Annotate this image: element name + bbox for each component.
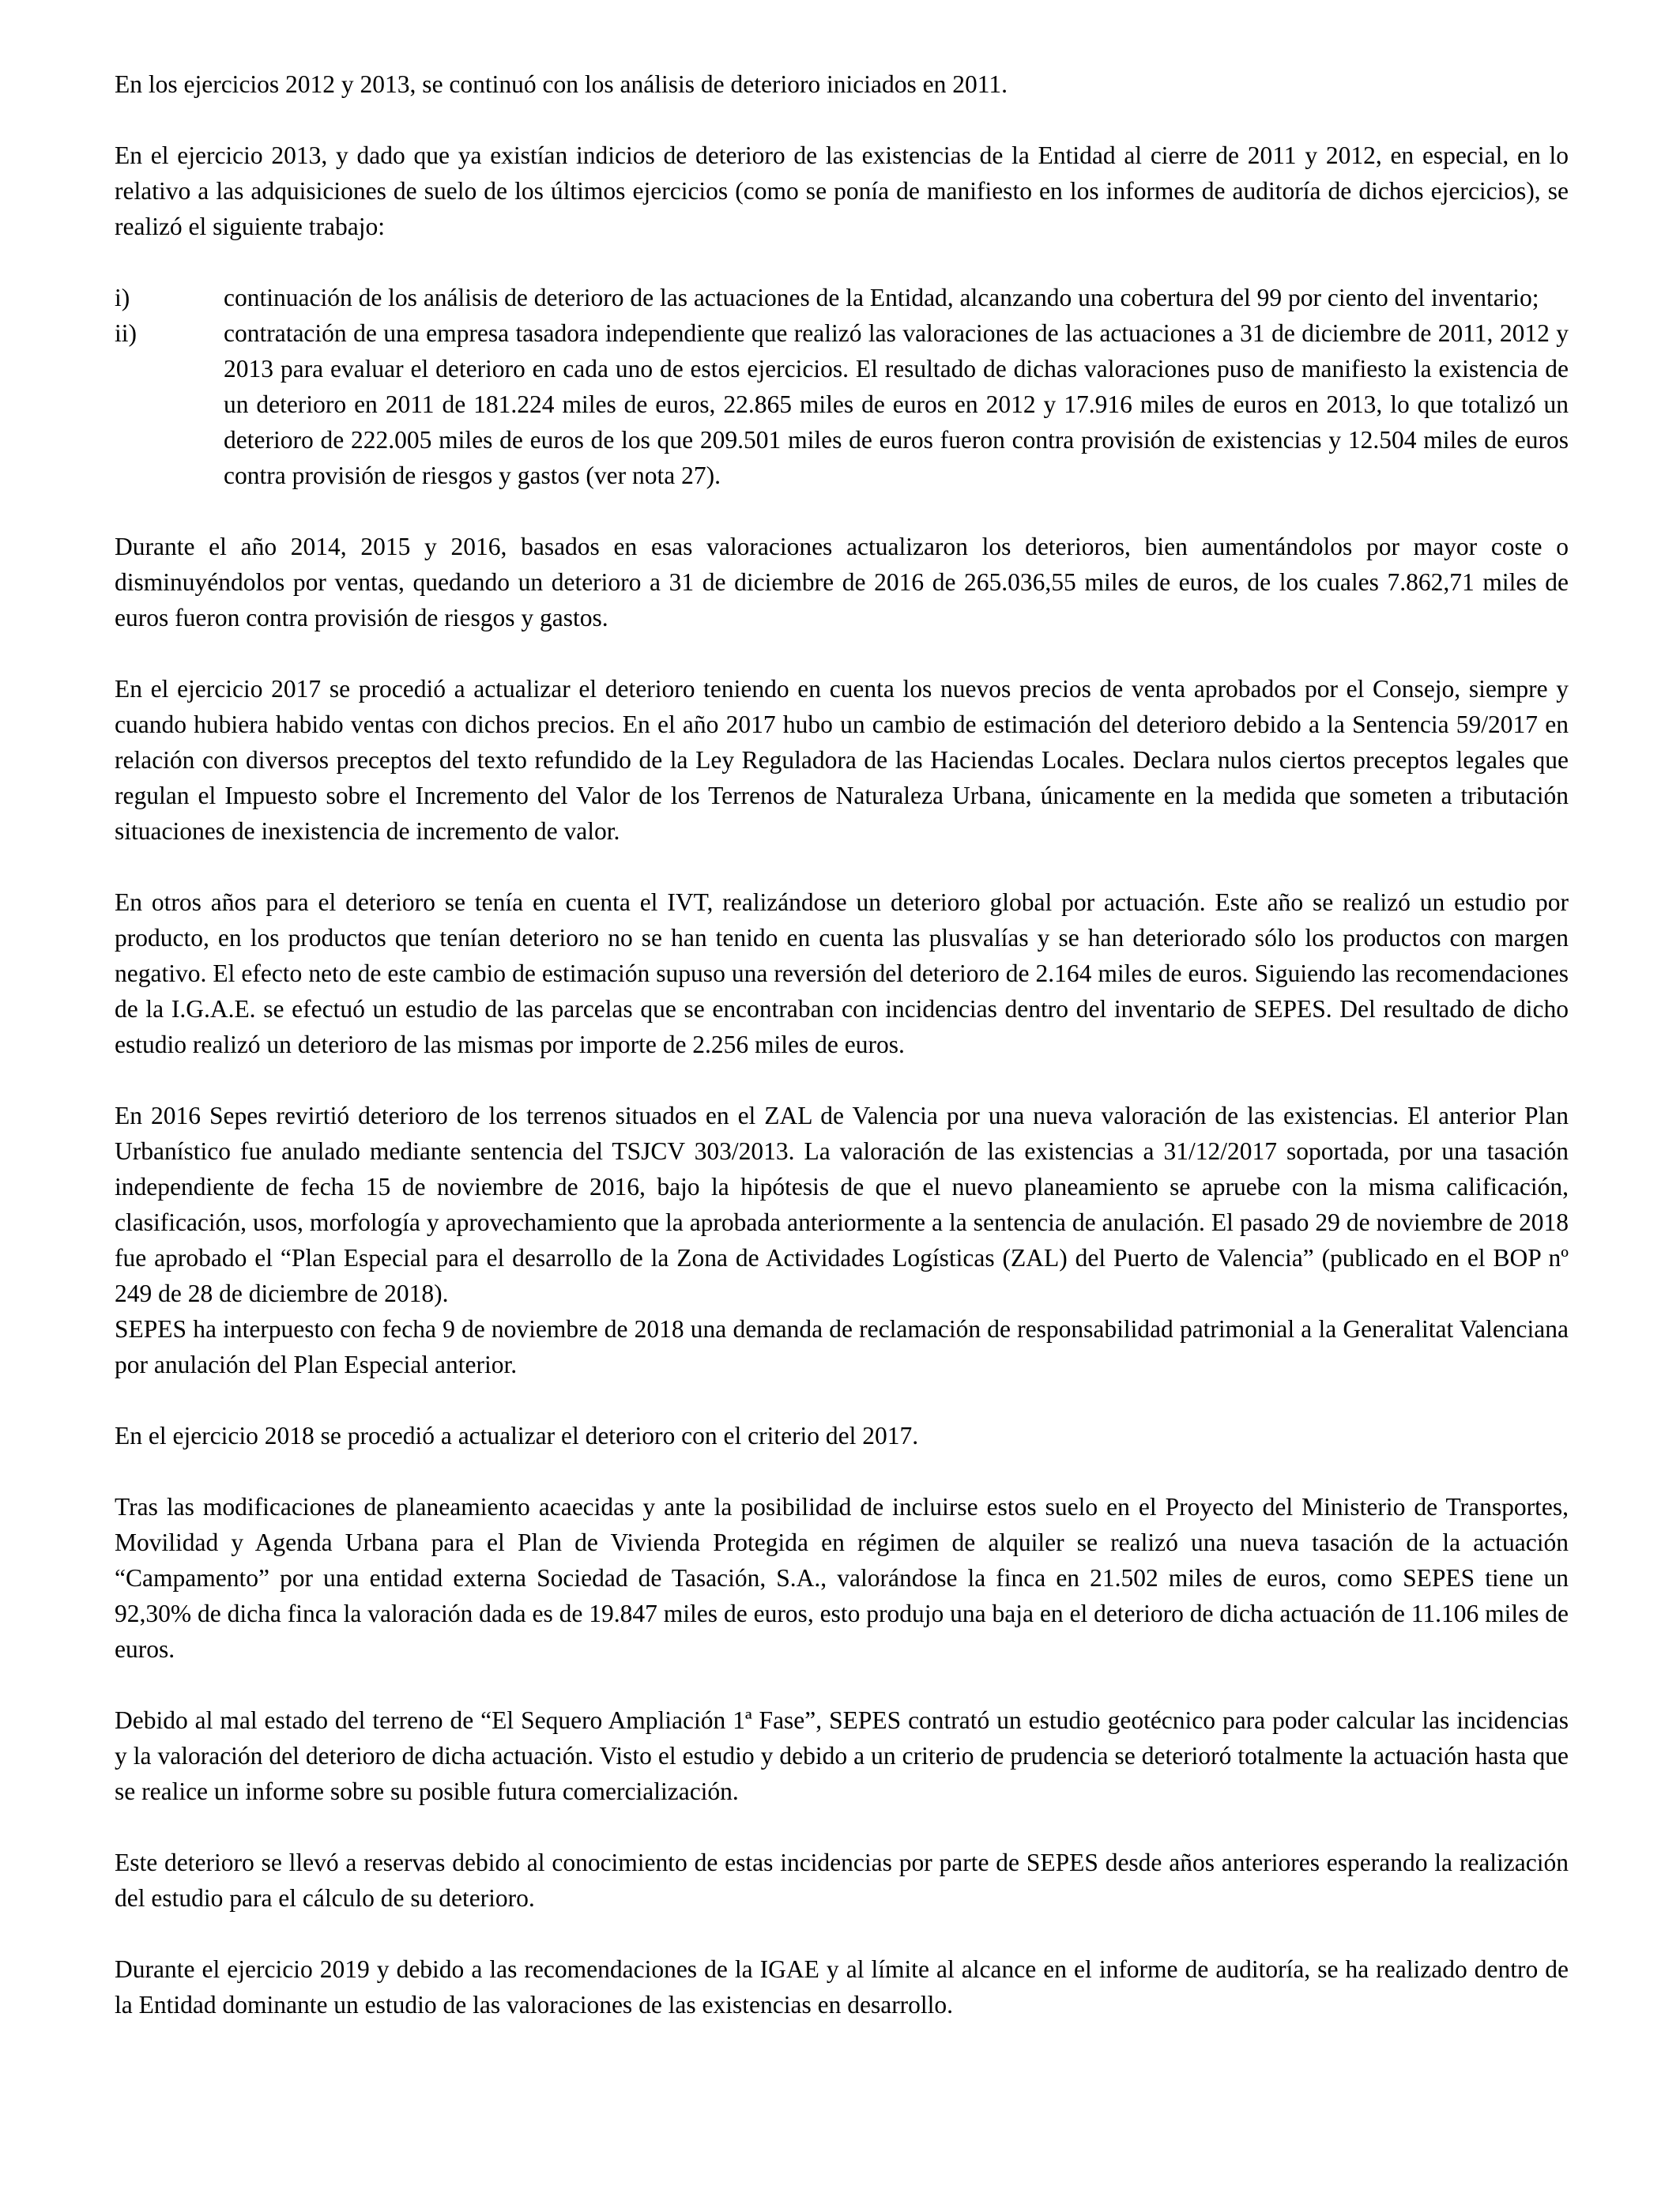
list-item — [115, 315, 1569, 493]
document-body — [115, 66, 1569, 2058]
paragraph-campamento: Tras las modificaciones de planeamiento acaecidas y ante la posibilidad de incluirse estos suelo en el Proyecto del Ministerio de Transportes, Movilidad y Agenda Urbana para el Plan de Vivienda Protegida en régimen de alquiler se realizó una nueva tasación de la actuación “Campamento” por una entidad externa Sociedad de Tasación, S.A., valorándose la finca en 21.502 miles de euros, como SEPES tiene un 92,30% de dicha finca la valoración dada es de 19.847 miles de euros, esto produjo una baja en el deterioro de dicha actuación de 11.106 miles de euros. — [115, 1493, 1569, 1663]
work-list — [115, 280, 1569, 493]
list-item-text: contratación de una empresa tasadora independiente que realizó las valoraciones de las actuaciones a 31 de diciembre de 2011, 2012 y 2013 para evaluar el deterioro en cada uno de estos ejercicios. El resultado de dichas valoraciones puso de manifiesto la existencia de un deterioro en 2011 de 181.224 miles de euros, 22.865 miles de euros en 2012 y 17.916 miles de euros en 2013, lo que totalizó un deterioro de 222.005 miles de euros de los que 209.501 miles de euros fueron contra provisión de existencias y 12.504 miles de euros contra provisión de riesgos y gastos (ver nota 27). — [224, 319, 1569, 489]
paragraph-2017: En el ejercicio 2017 se procedió a actualizar el deterioro teniendo en cuenta los nuevos precios de venta aprobados por el Consejo, siempre y cuando hubiera habido ventas con dichos precios. En el año 2017 hubo un cambio de estimación del deterioro debido a la Sentencia 59/2017 en relación con diversos preceptos del texto refundido de la Ley Reguladora de las Haciendas Locales. Declara nulos ciertos preceptos legales que regulan el Impuesto sobre el Incremento del Valor de los Terrenos de Naturaleza Urbana, únicamente en la medida que someten a tributación situaciones de inexistencia de incremento de valor. — [115, 675, 1569, 845]
paragraph-2019: Durante el ejercicio 2019 y debido a las recomendaciones de la IGAE y al límite al alcance en el informe de auditoría, se ha realizado dentro de la Entidad dominante un estudio de las valoraciones de las existencias en desarrollo. — [115, 1955, 1569, 2019]
paragraph-ivt: En otros años para el deterioro se tenía en cuenta el IVT, realizándose un deterioro global por actuación. Este año se realizó un estudio por producto, en los productos que tenían deterioro no se han tenido en cuenta las plusvalías y se han deteriorado sólo los productos con margen negativo. El efecto neto de este cambio de estimación supuso una reversión del deterioro de 2.164 miles de euros. Siguiendo las recomendaciones de la I.G.A.E. se efectuó un estudio de las parcelas que se encontraban con incidencias dentro del inventario de SEPES. Del resultado de dicho estudio realizó un deterioro de las mismas por importe de 2.256 miles de euros. — [115, 888, 1569, 1058]
paragraph-el-sequero: Debido al mal estado del terreno de “El Sequero Ampliación 1ª Fase”, SEPES contrató un estudio geotécnico para poder calcular las incidencias y la valoración del deterioro de dicha actuación. Visto el estudio y debido a un criterio de prudencia se deterioró totalmente la actuación hasta que se realice un informe sobre su posible futura comercialización. — [115, 1706, 1569, 1805]
list-item-text: continuación de los análisis de deterioro de las actuaciones de la Entidad, alcanzando una cobertura del 99 por ciento del inventario; — [224, 284, 1539, 311]
list-marker: ii) — [115, 319, 137, 347]
list-marker: i) — [115, 284, 130, 311]
paragraph-zal-valencia: En 2016 Sepes revirtió deterioro de los terrenos situados en el ZAL de Valencia por una nueva valoración de las existencias. El anterior Plan Urbanístico fue anulado mediante sentencia del TSJCV 303/2013. La valoración de las existencias a 31/12/2017 soportada, por una tasación independiente de fecha 15 de noviembre de 2016, bajo la hipótesis de que el nuevo planeamiento se apruebe con la misma calificación, clasificación, usos, morfología y aprovechamiento que la aprobada anteriormente a la sentencia de anulación. El pasado 29 de noviembre de 2018 fue aprobado el “Plan Especial para el desarrollo de la Zona de Actividades Logísticas (ZAL) del Puerto de Valencia” (publicado en el BOP nº 249 de 28 de diciembre de 2018). — [115, 1102, 1569, 1307]
paragraph-reservas: Este deterioro se llevó a reservas debido al conocimiento de estas incidencias por parte de SEPES desde años anteriores esperando la realización del estudio para el cálculo de su deterioro. — [115, 1849, 1569, 1912]
paragraph-2014-2016: Durante el año 2014, 2015 y 2016, basados en esas valoraciones actualizaron los deterioros, bien aumentándolos por mayor coste o disminuyéndolos por ventas, quedando un deterioro a 31 de diciembre de 2016 de 265.036,55 miles de euros, de los cuales 7.862,71 miles de euros fueron contra provisión de riesgos y gastos. — [115, 533, 1569, 631]
paragraph-sepes-demanda: SEPES ha interpuesto con fecha 9 de noviembre de 2018 una demanda de reclamación de responsabilidad patrimonial a la Generalitat Valenciana por anulación del Plan Especial anterior. — [115, 1315, 1569, 1378]
paragraph-2018: En el ejercicio 2018 se procedió a actualizar el deterioro con el criterio del 2017. — [115, 1422, 919, 1449]
spacer — [115, 244, 1569, 280]
paragraph-analysis-2012-2013: En los ejercicios 2012 y 2013, se continuó con los análisis de deterioro iniciados en 2011. — [115, 70, 1008, 98]
paragraph-work-2013: En el ejercicio 2013, y dado que ya existían indicios de deterioro de las existencias de la Entidad al cierre de 2011 y 2012, en especial, en lo relativo a las adquisiciones de suelo de los últimos ejercicios (como se ponía de manifiesto en los informes de auditoría de dichos ejercicios), se realizó el siguiente trabajo: — [115, 141, 1569, 240]
list-item — [115, 280, 1569, 315]
